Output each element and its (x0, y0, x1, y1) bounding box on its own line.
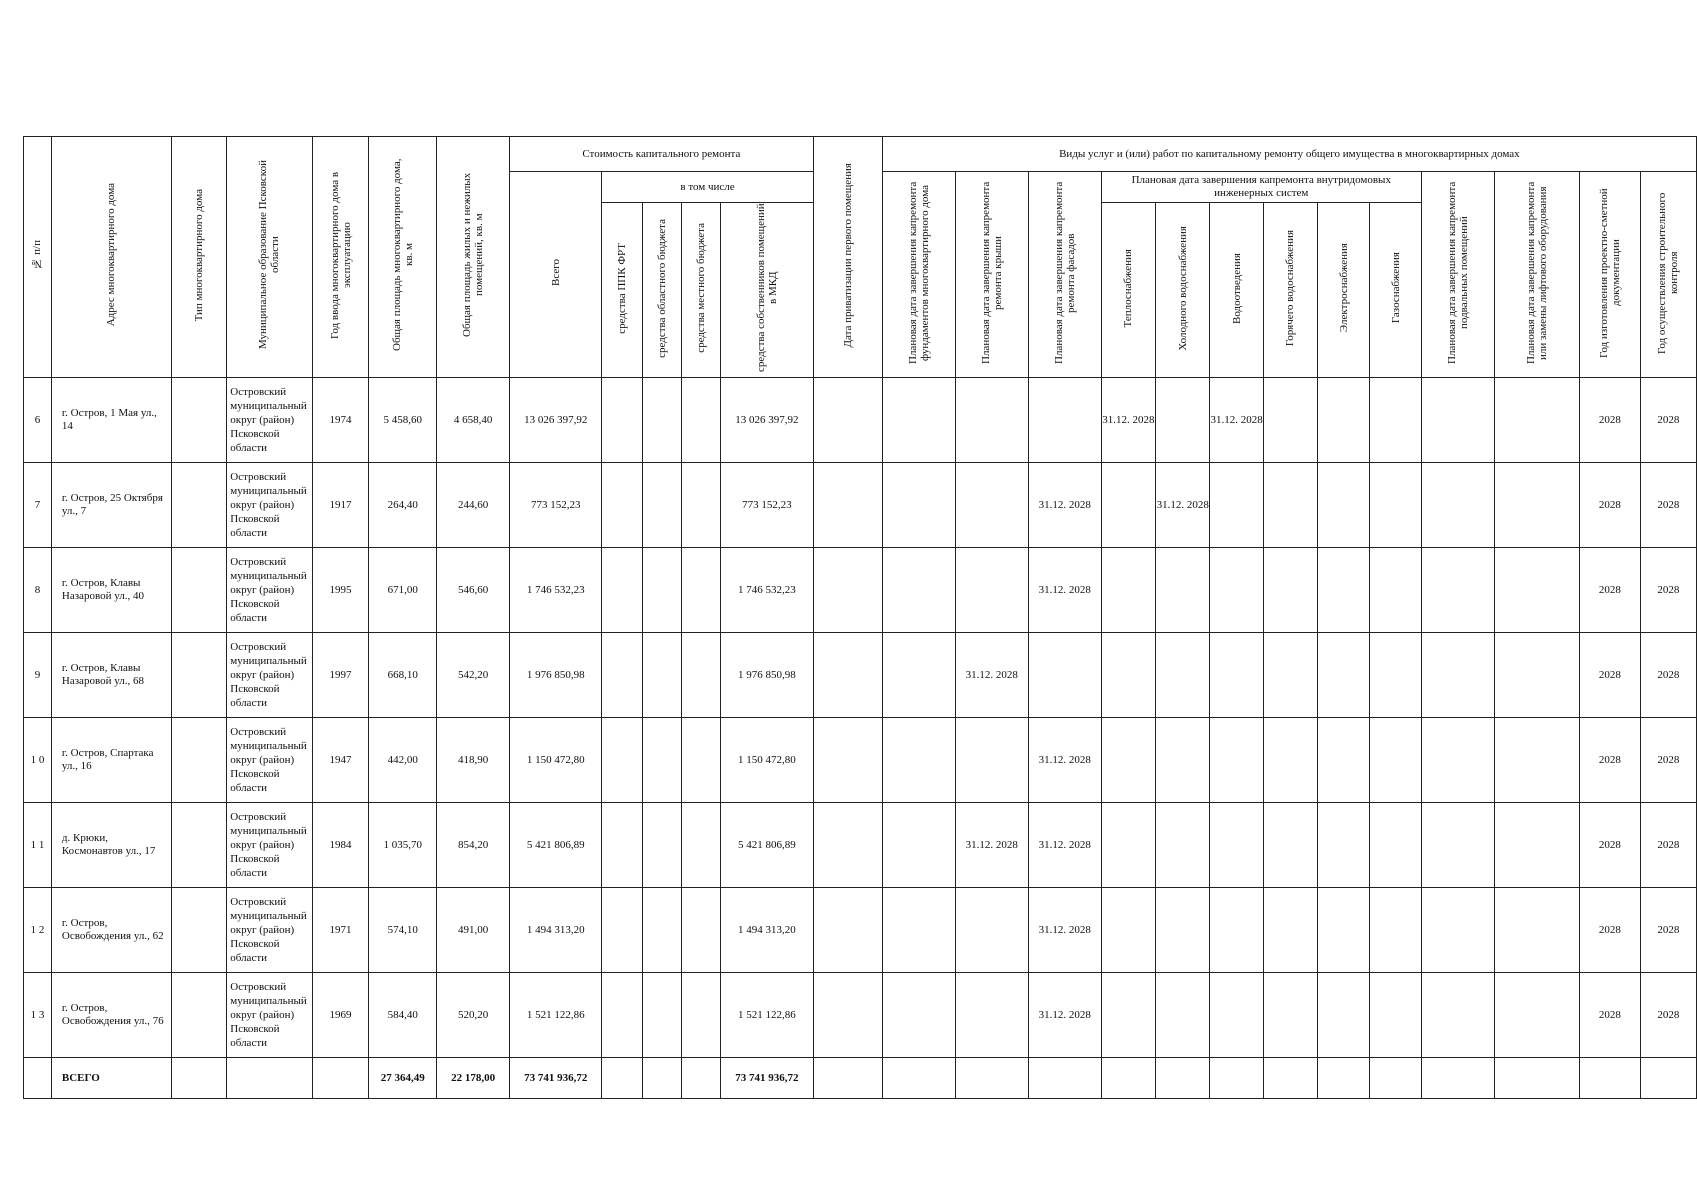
cell-control-year: 2028 (1640, 378, 1696, 463)
cell-empty (1370, 633, 1422, 718)
cell-empty (602, 463, 642, 548)
total-label: ВСЕГО (51, 1058, 171, 1099)
header-src-local: средства местного бюджета (681, 203, 720, 378)
cell-roof (955, 463, 1028, 548)
cell-empty (1640, 1058, 1696, 1099)
cell-empty (1370, 463, 1422, 548)
cell-src-owners: 13 026 397,92 (721, 378, 813, 463)
cell-empty (681, 378, 720, 463)
cell-empty (1370, 973, 1422, 1058)
cell-empty (1263, 973, 1317, 1058)
cell-cold-water (1156, 803, 1210, 888)
cell-empty (1370, 548, 1422, 633)
header-foundation: Плановая дата завершения капремонта фундаментов многоквартирного дома (882, 172, 955, 378)
cell-cold-water (1156, 888, 1210, 973)
cell-empty (882, 718, 955, 803)
cell-municipality: Островский муниципальный округ (район) Псковской области (227, 973, 312, 1058)
cell-area-living: 418,90 (437, 718, 510, 803)
cell-empty (1263, 378, 1317, 463)
cell-empty (882, 803, 955, 888)
cell-empty (882, 633, 955, 718)
cell-address: г. Остров, Клавы Назаровой ул., 68 (51, 633, 171, 718)
cell-empty (1370, 718, 1422, 803)
cell-facade: 31.12. 2028 (1028, 888, 1101, 973)
header-src-region: средства областного бюджета (642, 203, 681, 378)
cell-municipality: Островский муниципальный округ (район) Псковской области (227, 803, 312, 888)
cell-empty (642, 378, 681, 463)
table-row (24, 888, 1697, 973)
cell-empty (24, 1058, 52, 1099)
cell-municipality: Островский муниципальный округ (район) Псковской области (227, 378, 312, 463)
header-facade: Плановая дата завершения капремонта ремонта фасадов (1028, 172, 1101, 378)
cell-empty (681, 803, 720, 888)
header-hot-water: Горячего водоснабжения (1263, 203, 1317, 378)
header-cost-total: Всего (510, 172, 602, 378)
cell-facade: 31.12. 2028 (1028, 548, 1101, 633)
cell-year: 1997 (312, 633, 369, 718)
cell-empty (1156, 1058, 1210, 1099)
cell-year: 1974 (312, 378, 369, 463)
cell-cost-total: 1 746 532,23 (510, 548, 602, 633)
cell-empty (813, 803, 882, 888)
cell-facade (1028, 378, 1101, 463)
cell-empty (681, 718, 720, 803)
cell-design-year: 2028 (1579, 463, 1640, 548)
cell-roof (955, 378, 1028, 463)
table-body (24, 378, 1697, 1099)
cell-empty (642, 1058, 681, 1099)
cell-drainage (1210, 888, 1263, 973)
cell-empty (681, 888, 720, 973)
cell-municipality: Островский муниципальный округ (район) Псковской области (227, 548, 312, 633)
header-number: № п/п (24, 137, 52, 378)
cell-empty (602, 718, 642, 803)
cell-address: г. Остров, 1 Мая ул., 14 (51, 378, 171, 463)
table-row (24, 973, 1697, 1058)
cell-empty (1263, 803, 1317, 888)
cell-cost-total: 1 976 850,98 (510, 633, 602, 718)
cell-year: 1917 (312, 463, 369, 548)
cell-year: 1971 (312, 888, 369, 973)
cell-empty (1421, 463, 1494, 548)
cell-empty (1317, 463, 1369, 548)
cell-empty (1494, 1058, 1579, 1099)
header-cold-water: Холодного водоснабжения (1156, 203, 1210, 378)
cell-facade (1028, 633, 1101, 718)
cell-empty (642, 803, 681, 888)
total-area-total: 27 364,49 (369, 1058, 437, 1099)
cell-empty (813, 463, 882, 548)
cell-empty (1494, 803, 1579, 888)
cell-empty (1263, 888, 1317, 973)
cell-drainage (1210, 973, 1263, 1058)
header-design-year: Год изготовления проектно-сметной документации (1579, 172, 1640, 378)
cell-empty (602, 548, 642, 633)
cell-empty (813, 973, 882, 1058)
header-src-ppk: средства ППК ФРТ (602, 203, 642, 378)
cell-area-living: 546,60 (437, 548, 510, 633)
cell-empty (1317, 633, 1369, 718)
cell-empty (1028, 1058, 1101, 1099)
cell-empty (1494, 973, 1579, 1058)
cell-empty (882, 1058, 955, 1099)
cell-empty (1494, 888, 1579, 973)
cell-facade: 31.12. 2028 (1028, 803, 1101, 888)
cell-n: 1 0 (24, 718, 52, 803)
cell-drainage (1210, 548, 1263, 633)
cell-control-year: 2028 (1640, 888, 1696, 973)
cell-empty (171, 718, 226, 803)
cell-empty (1494, 463, 1579, 548)
header-drainage: Водоотведения (1210, 203, 1263, 378)
header-including: в том числе (602, 172, 813, 203)
cell-empty (171, 803, 226, 888)
cell-address: г. Остров, 25 Октября ул., 7 (51, 463, 171, 548)
cell-control-year: 2028 (1640, 548, 1696, 633)
table-row (24, 803, 1697, 888)
cell-empty (813, 548, 882, 633)
cell-address: г. Остров, Освобождения ул., 76 (51, 973, 171, 1058)
cell-facade: 31.12. 2028 (1028, 463, 1101, 548)
header-control-year: Год осуществления строительного контроля (1640, 172, 1696, 378)
cell-heat (1101, 803, 1155, 888)
cell-empty (1317, 718, 1369, 803)
cell-empty (681, 1058, 720, 1099)
cell-design-year: 2028 (1579, 718, 1640, 803)
cell-empty (602, 633, 642, 718)
cell-empty (1317, 378, 1369, 463)
cell-empty (602, 888, 642, 973)
cell-cost-total: 1 521 122,86 (510, 973, 602, 1058)
cell-empty (171, 548, 226, 633)
cell-empty (1421, 548, 1494, 633)
cell-facade: 31.12. 2028 (1028, 718, 1101, 803)
cell-municipality: Островский муниципальный округ (район) Псковской области (227, 463, 312, 548)
cell-control-year: 2028 (1640, 803, 1696, 888)
cell-year: 1995 (312, 548, 369, 633)
cell-empty (642, 633, 681, 718)
cell-area-total: 584,40 (369, 973, 437, 1058)
cell-heat (1101, 463, 1155, 548)
cell-src-owners: 1 150 472,80 (721, 718, 813, 803)
cell-area-living: 520,20 (437, 973, 510, 1058)
cell-empty (1421, 633, 1494, 718)
cell-design-year: 2028 (1579, 973, 1640, 1058)
cell-roof: 31.12. 2028 (955, 633, 1028, 718)
cell-n: 9 (24, 633, 52, 718)
header-area-total: Общая площадь многоквартирного дома, кв. м (369, 137, 437, 378)
cell-empty (602, 803, 642, 888)
cell-cost-total: 773 152,23 (510, 463, 602, 548)
cell-empty (813, 1058, 882, 1099)
cell-area-living: 4 658,40 (437, 378, 510, 463)
cell-empty (1317, 803, 1369, 888)
cell-empty (642, 973, 681, 1058)
cell-heat (1101, 973, 1155, 1058)
cell-empty (681, 633, 720, 718)
capital-repair-table (23, 136, 1697, 1099)
cell-area-total: 671,00 (369, 548, 437, 633)
cell-empty (1370, 888, 1422, 973)
header-heat: Теплоснабжения (1101, 203, 1155, 378)
cell-empty (813, 378, 882, 463)
header-elevator: Плановая дата завершения капремонта или замены лифтового оборудования (1494, 172, 1579, 378)
cell-design-year: 2028 (1579, 633, 1640, 718)
cell-empty (1317, 548, 1369, 633)
header-address: Адрес многоквартирного дома (51, 137, 171, 378)
cell-empty (1421, 888, 1494, 973)
total-row (24, 1058, 1697, 1099)
cell-empty (1317, 973, 1369, 1058)
cell-area-total: 574,10 (369, 888, 437, 973)
cell-municipality: Островский муниципальный округ (район) Псковской области (227, 633, 312, 718)
cell-area-total: 5 458,60 (369, 378, 437, 463)
cell-empty (1421, 718, 1494, 803)
cell-empty (642, 548, 681, 633)
cell-empty (882, 548, 955, 633)
cell-n: 7 (24, 463, 52, 548)
cell-n: 6 (24, 378, 52, 463)
cell-empty (1370, 378, 1422, 463)
cell-src-owners: 5 421 806,89 (721, 803, 813, 888)
cell-drainage: 31.12. 2028 (1210, 378, 1263, 463)
cell-empty (1263, 463, 1317, 548)
cell-empty (642, 463, 681, 548)
cell-address: д. Крюки, Космонавтов ул., 17 (51, 803, 171, 888)
cell-design-year: 2028 (1579, 548, 1640, 633)
cell-area-total: 442,00 (369, 718, 437, 803)
cell-control-year: 2028 (1640, 633, 1696, 718)
cell-municipality: Островский муниципальный округ (район) Псковской области (227, 888, 312, 973)
cell-empty (1494, 718, 1579, 803)
header-gas: Газоснабжения (1370, 203, 1422, 378)
cell-empty (1263, 1058, 1317, 1099)
cell-empty (882, 888, 955, 973)
cell-empty (955, 1058, 1028, 1099)
cell-design-year: 2028 (1579, 803, 1640, 888)
cell-empty (642, 718, 681, 803)
cell-area-living: 244,60 (437, 463, 510, 548)
cell-drainage (1210, 463, 1263, 548)
cell-design-year: 2028 (1579, 378, 1640, 463)
cell-design-year: 2028 (1579, 888, 1640, 973)
cell-roof (955, 973, 1028, 1058)
cell-year: 1947 (312, 718, 369, 803)
cell-area-total: 264,40 (369, 463, 437, 548)
cell-cost-total: 13 026 397,92 (510, 378, 602, 463)
cell-empty (1210, 1058, 1263, 1099)
cell-empty (1370, 1058, 1422, 1099)
cell-empty (882, 463, 955, 548)
cell-empty (642, 888, 681, 973)
cell-cost-total: 1 150 472,80 (510, 718, 602, 803)
cell-control-year: 2028 (1640, 463, 1696, 548)
header-electric: Электроснабжения (1317, 203, 1369, 378)
cell-src-owners: 1 976 850,98 (721, 633, 813, 718)
header-src-owners: средства собственников помещений в МКД (721, 203, 813, 378)
cell-empty (602, 378, 642, 463)
cell-address: г. Остров, Спартака ул., 16 (51, 718, 171, 803)
cell-empty (813, 718, 882, 803)
cell-empty (171, 463, 226, 548)
cell-empty (681, 463, 720, 548)
cell-heat (1101, 718, 1155, 803)
cell-cost-total: 5 421 806,89 (510, 803, 602, 888)
cell-empty (1494, 633, 1579, 718)
total-src-owners: 73 741 936,72 (721, 1058, 813, 1099)
cell-empty (681, 548, 720, 633)
cell-empty (1421, 803, 1494, 888)
cell-roof (955, 888, 1028, 973)
cell-municipality: Островский муниципальный округ (район) Псковской области (227, 718, 312, 803)
header-area-living: Общая площадь жилых и нежилых помещений, кв. м (437, 137, 510, 378)
cell-empty (602, 973, 642, 1058)
cell-empty (312, 1058, 369, 1099)
cell-empty (1317, 888, 1369, 973)
cell-address: г. Остров, Освобождения ул., 62 (51, 888, 171, 973)
cell-heat (1101, 888, 1155, 973)
cell-cost-total: 1 494 313,20 (510, 888, 602, 973)
cell-empty (882, 973, 955, 1058)
table-row (24, 463, 1697, 548)
total-cost-total: 73 741 936,72 (510, 1058, 602, 1099)
cell-cold-water (1156, 718, 1210, 803)
cell-empty (1421, 1058, 1494, 1099)
cell-cold-water (1156, 548, 1210, 633)
cell-empty (602, 1058, 642, 1099)
total-area-living: 22 178,00 (437, 1058, 510, 1099)
cell-control-year: 2028 (1640, 718, 1696, 803)
header-house-type: Тип многоквартирного дома (171, 137, 226, 378)
cell-area-living: 542,20 (437, 633, 510, 718)
header-municipality: Муниципальное образование Псковской области (227, 137, 312, 378)
cell-roof (955, 548, 1028, 633)
cell-address: г. Остров, Клавы Назаровой ул., 40 (51, 548, 171, 633)
cell-src-owners: 1 746 532,23 (721, 548, 813, 633)
cell-empty (171, 633, 226, 718)
cell-src-owners: 1 494 313,20 (721, 888, 813, 973)
header-cost-group: Стоимость капитального ремонта (510, 137, 813, 172)
capital-repair-table-sheet (23, 136, 1697, 1099)
cell-empty (882, 378, 955, 463)
header-works-group: Виды услуг и (или) работ по капитальному ремонту общего имущества в многоквартирных домах (882, 137, 1696, 172)
cell-n: 8 (24, 548, 52, 633)
cell-empty (1494, 378, 1579, 463)
cell-src-owners: 1 521 122,86 (721, 973, 813, 1058)
cell-n: 1 1 (24, 803, 52, 888)
cell-area-living: 854,20 (437, 803, 510, 888)
table-row (24, 718, 1697, 803)
cell-empty (1421, 378, 1494, 463)
cell-roof: 31.12. 2028 (955, 803, 1028, 888)
table-row (24, 548, 1697, 633)
cell-empty (171, 1058, 226, 1099)
cell-empty (171, 888, 226, 973)
cell-drainage (1210, 718, 1263, 803)
cell-empty (813, 888, 882, 973)
cell-cold-water (1156, 633, 1210, 718)
cell-area-total: 668,10 (369, 633, 437, 718)
cell-empty (1370, 803, 1422, 888)
cell-empty (681, 973, 720, 1058)
cell-heat: 31.12. 2028 (1101, 378, 1155, 463)
cell-heat (1101, 633, 1155, 718)
cell-year: 1984 (312, 803, 369, 888)
cell-cold-water (1156, 973, 1210, 1058)
cell-area-living: 491,00 (437, 888, 510, 973)
table-row (24, 378, 1697, 463)
cell-heat (1101, 548, 1155, 633)
cell-empty (1494, 548, 1579, 633)
cell-n: 1 2 (24, 888, 52, 973)
cell-empty (1101, 1058, 1155, 1099)
cell-empty (1317, 1058, 1369, 1099)
cell-area-total: 1 035,70 (369, 803, 437, 888)
cell-empty (171, 973, 226, 1058)
cell-facade: 31.12. 2028 (1028, 973, 1101, 1058)
cell-roof (955, 718, 1028, 803)
cell-drainage (1210, 803, 1263, 888)
header-roof: Плановая дата завершения капремонта ремонта крыши (955, 172, 1028, 378)
cell-year: 1969 (312, 973, 369, 1058)
cell-control-year: 2028 (1640, 973, 1696, 1058)
header-systems-group: Плановая дата завершения капремонта внутридомовых инженерных систем (1101, 172, 1421, 203)
cell-empty (1579, 1058, 1640, 1099)
cell-src-owners: 773 152,23 (721, 463, 813, 548)
cell-empty (1263, 548, 1317, 633)
cell-empty (171, 378, 226, 463)
header-year: Год ввода многоквартирного дома в эксплуатацию (312, 137, 369, 378)
cell-empty (1263, 718, 1317, 803)
cell-empty (1263, 633, 1317, 718)
cell-n: 1 3 (24, 973, 52, 1058)
header-privatization-date: Дата приватизации первого помещения (813, 137, 882, 378)
table-row (24, 633, 1697, 718)
cell-empty (227, 1058, 312, 1099)
header-basement: Плановая дата завершения капремонта подвальных помещений (1421, 172, 1494, 378)
cell-empty (813, 633, 882, 718)
cell-empty (1421, 973, 1494, 1058)
cell-cold-water: 31.12. 2028 (1156, 463, 1210, 548)
cell-drainage (1210, 633, 1263, 718)
cell-cold-water (1156, 378, 1210, 463)
